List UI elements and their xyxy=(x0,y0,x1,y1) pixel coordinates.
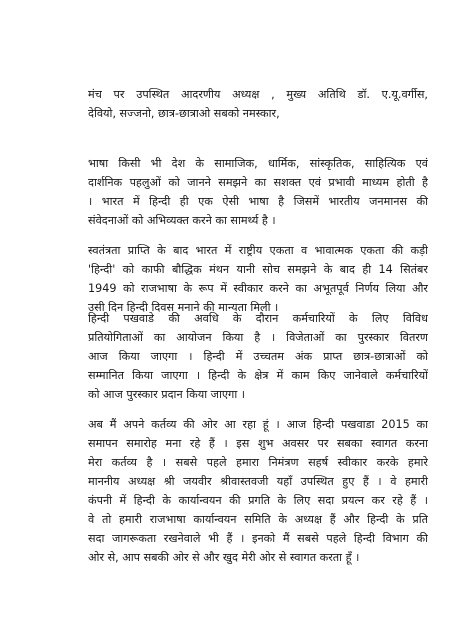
text-line: प्रतियोगिताओं का आयोजन किया है । विजेताओं का पुरस्कार वितरण xyxy=(88,331,428,344)
welcome-paragraph xyxy=(88,415,428,567)
text-line: वे तो हमारी राजभाषा कार्यान्वयन समिति के अध्यक्ष हैं और हिन्दी के प्रति xyxy=(88,513,428,526)
text-line: सदा जागरूकता रखनेवाले भी हैं । इनको मैं सबसे पहले हिन्दी विभाग की xyxy=(88,532,428,545)
greeting-paragraph xyxy=(88,85,428,123)
text-line: सम्मानित किया जाएगा । हिन्दी के क्षेत्र में काम किए जानेवाले कर्मचारियों xyxy=(88,369,428,382)
text-line: 1949 को राजभाषा के रूप में स्वीकार करने का अभूतपूर्व निर्णय लिया और xyxy=(88,282,428,295)
text-line: मेरा कर्तव्य है । सबसे पहले हमारा निमंत्रण सहर्ष स्वीकार करके हमारे xyxy=(88,456,428,469)
text-line: दार्शनिक पहलुओं को जानने समझने का सशक्त एवं प्रभावी माध्यम होती है xyxy=(88,176,428,189)
text-line: अब मैं अपने कर्तव्य की ओर आ रहा हूं । आज हिन्दी पखवाडा 2015 का xyxy=(88,418,428,431)
text-line: भाषा किसी भी देश के सामाजिक, धार्मिक, सांस्कृतिक, साहित्यिक एवं xyxy=(88,157,428,170)
text-line: स्वतंत्रता प्राप्ति के बाद भारत में राष्ट्रीय एकता व भावात्मक एकता की कड़ी xyxy=(88,244,428,257)
text-line: कंपनी में हिन्दी के कार्यान्वयन की प्रगति के लिए सदा प्रयत्न कर रहे हैं । xyxy=(88,494,428,507)
text-line: । भारत में हिन्दी ही एक ऐसी भाषा है जिसमें भारतीय जनमानस की xyxy=(88,195,428,208)
text-line: उसी दिन हिन्दी दिवस मनाने की मान्यता मिली । xyxy=(88,301,279,314)
history-paragraph xyxy=(88,241,428,317)
competitions-paragraph xyxy=(88,309,428,404)
text-line: ओर से, आप सबकी ओर से और खुद मेरी ओर से स्वागत करता हूँ । xyxy=(88,551,360,564)
text-line: 'हिन्दी' को काफी बौद्धिक मंथन यानी सोच समझने के बाद ही 14 सितंबर xyxy=(88,263,428,276)
text-line: मंच पर उपस्थित आदरणीय अध्यक्ष , मुख्य अतिथि डॉ. ए.यू.वर्गीस, xyxy=(88,88,428,101)
text-line: माननीय अध्यक्ष श्री जयवीर श्रीवास्तवजी यहाँ उपस्थित हुए हैं । वे हमारी xyxy=(88,475,428,488)
text-line: समापन समारोह मना रहे हैं । इस शुभ अवसर पर सबका स्वागत करना xyxy=(88,437,428,450)
text-line: संवेदनाओं को अभिव्यक्त करने का सामर्थ्य है । xyxy=(88,214,276,227)
text-line: देवियो, सज्जनो, छात्र-छात्राओ सबको नमस्कार, xyxy=(88,107,280,120)
text-line: को आज पुरस्कार प्रदान किया जाएगा । xyxy=(88,388,246,401)
language-paragraph xyxy=(88,154,428,230)
text-line: हिन्दी पखवाडे की अवधि के दौरान कर्मचारियों के लिए विविध xyxy=(88,312,428,325)
text-line: आज किया जाएगा । हिन्दी में उच्चतम अंक प्राप्त छात्र-छात्राओं को xyxy=(88,350,428,363)
